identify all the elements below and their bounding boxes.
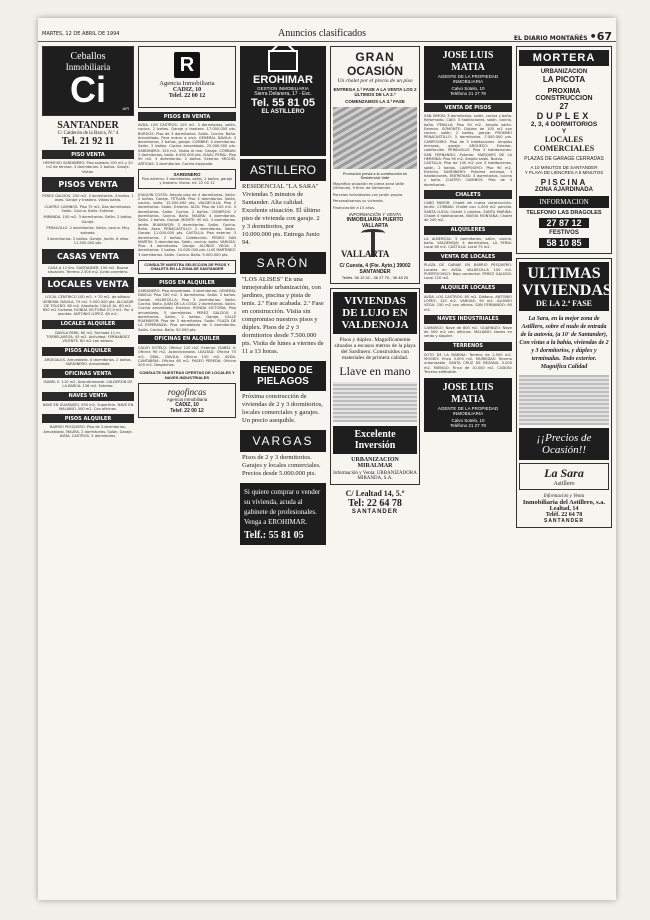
viviendas: VIVIENDAS (522, 282, 612, 299)
matia-text-ter: SOTO DE LA MARINA: Terreno de 2.500 m2. MOGRO: Finca 3.000 m2. MURIEDAS: Terreno urbanizable. SANTA CRUZ DE BEZANA: 5.000 m2. MIENGO: Finca de 10.000 m2. CUDON: Terreno edificable. (424, 352, 512, 374)
locales-comerciales: LOCALES COMERCIALES (533, 135, 595, 153)
duplex: DUPLEX (536, 111, 592, 121)
city-name: SANTANDER (57, 120, 119, 131)
section-pisos-en-alquiler: PISOS EN ALQUILER (138, 278, 236, 287)
section-naves: NAVES VENTA (42, 392, 134, 401)
telefono-dragoles: TELEFONO LAS DRAGOLES (526, 210, 602, 216)
playa-liencres: Y PLAYA DE LIENCRES A 5 MINUTOS (524, 170, 604, 175)
valdenoja-text: Pisos y dúplex. Magníficamente situados a escasos metros de la playa del Sardinero. Construidos con materiales de primera calidad. (334, 337, 416, 362)
sara-city: SANTANDER (543, 518, 585, 524)
house-caption: Promoción previa a la construcción en Residencial Valle (342, 172, 408, 180)
lealtad-city: SANTANDER (351, 509, 399, 516)
column-agencia (138, 46, 236, 896)
llave-en-mano: Llave en mano (339, 364, 411, 379)
agency-name: Agencia Inmobiliaria (159, 80, 215, 87)
plazas-garage: PLAZAS DE GARAGE CERRADAS (524, 156, 604, 162)
palm-logo (333, 229, 417, 263)
consulte-locales: CONSULTE NUESTRAS OFERTAS DE LOCALES Y NAVES INDUSTRIALES (139, 370, 235, 381)
lealtad-tel: Tel: 22 64 78 (348, 498, 402, 510)
tel-2: 58 10 85 (539, 238, 589, 248)
erohimar-tel: Tel. 55 81 05 (250, 97, 315, 109)
comienzo: COMENZAMOS LA 3.ª FASE (345, 99, 405, 104)
logo-ci: Ci (70, 69, 106, 110)
matia-addr: Calvo Sotelo, 10 (451, 86, 485, 91)
section-locales-venta: LOCALES VENTA (42, 277, 134, 293)
rogofincas-addr: CADIZ, 10 (175, 402, 199, 409)
section-venta-pisos: VENTA DE PISOS (424, 103, 512, 112)
page-number: 67 (596, 30, 612, 43)
rogofincas-sub: Agencia Inmobiliaria (166, 397, 208, 403)
ceballos-logo (42, 46, 134, 116)
page-header (38, 18, 616, 42)
tagline: Un chalet por el precio de un piso (337, 78, 413, 84)
rogofincas-logo: rogofincas (167, 387, 207, 398)
rogofincas-box (138, 383, 236, 418)
sara-text: La Sara, en la mejor zona de Astillero, sobre el nudo de entrada de la autovía, (a 10' de Santander), Con vistas a la bahía, viviendas de 2 y 3 dormitorios, y dúplex y terminadas. Todo exterior. Magnífica Calidad (519, 316, 609, 370)
matia-addr-2: Calvo Sotelo, 10 (451, 418, 485, 424)
casas-text: CASA A 12 Km. SANTANDER. 150 m2. Buena situación. Terreno 2.500 m2. Junto carretera. (47, 265, 129, 274)
vallarta-inmo: INMOBILIARIA PUERTO VALLARTA (346, 217, 404, 230)
address: C/ Calderón de la Barca, N.º 4 (57, 131, 119, 136)
newspaper-page (38, 18, 616, 900)
listing: PERALVILLO. 2 dormitorios. Salón, cocina. Muy soleado. (46, 226, 130, 235)
oficinas-text: ISABEL II. 110 m2. Acondicionada. CALDERON DE LA BARCA. 136 m2. Exterior. (43, 380, 133, 389)
building-photo (333, 382, 417, 422)
house-photo (333, 107, 417, 169)
matia-name: JOSE LUIS MATIA (442, 50, 494, 73)
listing: PEREZ GALDOS, 250 m2. 5 dormitorios. 3 baños. 1 aseo. Garaje y trastero. Vistas bahía. (42, 193, 134, 203)
column-ocasion (330, 46, 420, 896)
section-pisos-alquiler-2: PISOS ALQUILER (42, 414, 134, 423)
bullet: Magnífica situación en plena zona Valle (Miranda). 9 Kms. de Santander. (333, 182, 404, 191)
listing-text: AVDA. LOS CASTROS: 105 m2. 3 dormitorios, salón, cocina, 2 baños. Garaje y trastero. 17.000.000 pts. BURGOS: Piso de 3 dormitorios. Salón. Cocina. Baño. Amueblado. Para entrar a vivir. GENERAL DAVILA: 3 dormitorios, 2 baños, garaje. CUMBRE: 4 dormitorios. Salón. 2 baños. Cocina amueblada. 25.000.000 pts. SARDINERO: 150 m2. Vistas al mar. Garaje. CORBAN: 2 dormitorios, baño. 6.500.000 pts. ISAAC PERAL: Piso 90 m2. 3 dormitorios. 2 baños. Exterior. MIGUEL ARTIGAS: 3 dormitorios. Cocina equipada. (138, 123, 236, 166)
matia-text-2: CASTILLA: Piso de 100 m2 con 3 habitaciones, salón, 2 baños. CAMPOGIRO: Piso 90 m2. Exterior. SARDINERO: Próxima entrega, 3 habitaciones. ENTREVIAS: 3 dormitorios, cocina y baño. CUATRO CAMINOS: Piso de 4 dormitorios. (424, 161, 512, 187)
ultimas: ULTIMAS (527, 265, 601, 282)
matia-text-alq: LA ALBERICIA: 3 dormitorios, salón, cocina, baño. VALDENOJA: 4 dormitorios. LA FERIA: Local 60 m2. CASTILLA: Local 75 m2. (424, 236, 512, 250)
excelente-inversion: Excelente Inversión (333, 426, 417, 454)
listing: MIRANDA. 100 m2. 3 dormitorios. Salón. 2 baños. Garaje. (43, 215, 133, 224)
mortera-ad (516, 46, 612, 254)
la-sara: La Sara (544, 466, 584, 480)
matia-text-nav: CAMARGO: Nave de 800 m2. GUARNIZO: Nave de 500 m2 con oficinas. MALIAÑO: Naves en venta y alquiler. (424, 325, 512, 339)
column-mortera (516, 46, 612, 896)
vargas-text: Pisos de 2 y 3 dormitorios. Garajes y locales comerciales. Precios desde 5.000.000 pts. (242, 454, 321, 477)
sara-logo (519, 463, 609, 490)
miranda-sa: Información y Venta: URBANIZADORA MIRANDA, S.A. (333, 471, 417, 482)
sara-tel: Teléf. 22 64 78 (545, 512, 583, 518)
listing: CUATRO CAMINOS. Piso 75 m2. Dos dormitorios. Salón. Cocina. Baño. Exterior. (44, 204, 132, 213)
sardinero-box (138, 169, 236, 189)
section-alquileres: ALQUILERES (424, 226, 512, 235)
sara-inmo: Inmobiliaria del Astillero, s.a. (522, 499, 606, 506)
tel-1: 27 87 12 (539, 218, 589, 228)
phone: Tel. 21 92 11 (61, 136, 115, 147)
listing-text-3: SARDINERO: Piso amueblado. 3 dormitorios. GENERAL DAVILA: Piso 100 m2. 3 dormitorios. Salón. 2 baños. Garaje. VALDECILLA: Piso 3 dormitorios. Salón. Cocina. Baño. JUAN DE LA COSA: 2 dormitorios. Salón. Cocina amueblada. Exterior. RONDA VICTORIA: Piso amueblado, 3 dormitorios. PEREZ GALDOS: 4 dormitorios. Salón. 2 baños. Garaje. CALLE RUAMAYOR: Piso de 3 dormitorios. Salón. PLAZA DE LA ESPERANZA: Piso amueblado de 3 dormitorios. Salón. Cocina. Baño. 50.000 pts. (138, 289, 236, 332)
renedo-heading: RENEDO DE PIELAGOS (240, 361, 326, 391)
valdenoja-title: VIVIENDAS DE LUJO EN VALDENOJA (333, 292, 417, 334)
renedo-text: Próxima construcción de viviendas de 2 y 3 dormitorios, locales comerciales y garajes. Un precio asequible. (242, 393, 323, 424)
astillero-heading: ASTILLERO (240, 159, 326, 181)
proxima-construccion: PROXIMA CONSTRUCCION (535, 88, 593, 102)
sara-lealtad: Lealtad, 14 (549, 506, 579, 512)
matia-text-loc2: AVDA. LOS CASTROS: 85 m2. Diáfano. ANTONIO LOPEZ: 120 m2. VARGAS: 90 m2. ALONSO VEGA: 150 m2 con oficina. SAN FERNANDO: 60 m2. (424, 294, 512, 312)
precios-ocasion: ¡¡Precios de Ocasión!! (519, 428, 609, 460)
number-27: 27 (559, 102, 569, 111)
section-venta-locales: VENTA DE LOCALES (424, 252, 512, 261)
logo-tag: API (122, 106, 129, 111)
conj-y: Y (561, 128, 567, 135)
header-paper: EL DIARIO MONTAÑÉS •67 (513, 30, 612, 43)
rogofincas-tel: Telef. 22 00 12 (170, 408, 204, 415)
logo-mid: Inmobiliaria (65, 62, 111, 72)
section-locales-alquiler: LOCALES ALQUILER (42, 320, 134, 329)
sara-info: Información y Venta (543, 494, 585, 499)
pisos-alq2-text: BARRIO PESQUERO. Piso de 3 dormitorios. Amueblado. MAURA. 2 dormitorios. Salón. Garaje. AVDA. CASTROS. 3 dormitorios. (43, 425, 133, 438)
erohimar-addr: Sierra Delanera, 17 - Esc. (254, 91, 312, 97)
agencia-logo (138, 46, 236, 108)
agency-tel: Telef. 22 00 12 (168, 93, 206, 99)
locales-alq-text: DAVILA PARK. 60 m2. Fachada 11 m. TORRELAVEGA. 45 m2. Actividad. FERNANDEZ VICENTE. 80 m2 con sótano. (46, 330, 130, 344)
sara-photo (519, 375, 609, 425)
bullet: Financiación a 15 años. (333, 205, 376, 210)
urbanizacion: URBANIZACION (540, 69, 588, 75)
erohimar-name: EROHIMAR (253, 74, 313, 86)
vallarta-tel: Teléfs. 36 12 41 - 36 27 70 - 36 48 20 (341, 275, 409, 281)
vallarta-name: VALLARTA (341, 249, 390, 260)
matia-name-2: JOSE LUIS MATIA (442, 382, 494, 406)
listing-text-4: CALVO SOTELO: Oficina 120 m2. Exterior. ISABEL II: Oficina 90 m2. Acondicionada. LEALTAD: Oficina 75 m2. GRAL. DAVILA: Oficina 150 m2. AVDA. CANTABRIA: Oficina 60 m2. PASEO PEREDA: Oficina 200 m2. Despachos. (138, 345, 236, 368)
section-chalets: CHALETS (424, 190, 512, 199)
matia-tel-2: Teléfono 21 27 78 (450, 423, 486, 429)
sara-astillero: Astillero (553, 481, 575, 487)
valdenoja-ad (330, 288, 420, 485)
mortera-title: MORTERA (519, 50, 609, 66)
dormitorios: 2, 3, 4 DORMITORIOS (530, 121, 598, 128)
sardinero-title: SARDINERO (173, 171, 201, 177)
house-icon (268, 50, 298, 72)
entrega: ENTREGA 1.ª FASE A LA VENTA LOS 2 ÚLTIMOS DE LA 2.ª (333, 87, 417, 97)
vargas-heading: VARGAS (240, 430, 326, 452)
la-picota: LA PICOTA (542, 75, 586, 84)
matia-box-2 (424, 378, 512, 432)
matia-text-3: CABO MAYOR: Chalet de nueva construcción. Jardín. CORBAN: Chalet con 1.000 m2 parcela. SANTA LUCIA: Chalet 2 plantas. SANTA MARINA: Chalet 4 habitaciones. NUEVA MONTAÑA: Chalet de 240 m2. (424, 201, 512, 223)
ocasion: OCASIÓN (346, 64, 403, 78)
header-date: MARTES, 12 DE ABRIL DE 1994 (42, 31, 120, 37)
vender-box (240, 483, 326, 545)
la-sara-ad (516, 258, 612, 528)
section-terrenos: TERRENOS (424, 342, 512, 351)
section-pisos-en-venta: PISOS EN VENTA (138, 112, 236, 121)
zona-ajardinada: ZONA AJARDINADA (535, 187, 593, 193)
vender-text: Si quiere comprar o vender su vivienda, acuda al gabinete de profesionales. Venga a EROHIMAR. (244, 488, 321, 526)
erohimar-sub: GESTION INMOBILIARIA (257, 86, 309, 91)
sardinero-text: Piso exterior. 3 dormitorios, salón, 2 baños, garaje y trastero. Vistas. Inf. 22 00 12 (141, 176, 233, 186)
matia-text-loc: PLAZA DE GARAJE EN BARRIO PESQUERO. Locales en AVDA. VALDECILLA 100 m2. PUERTOCHICO: Bajo comercial. PEREZ GALDOS: Local 120 m2. (424, 263, 512, 281)
column-matia (424, 46, 512, 896)
naves-text: NAVE EN GUARNIZO. 900 m2. Superficie. NAVE EN MALIAÑO. 500 m2. Con oficinas. (42, 402, 134, 412)
piscina: PISCINA (540, 178, 588, 187)
gran: GRAN (355, 50, 395, 64)
matia-tel: Teléfono 21 27 78 (450, 91, 486, 96)
section-oficinas-alquiler: OFICINAS EN ALQUILER (138, 335, 236, 344)
column-erohimar (240, 46, 326, 896)
header-section: Anuncios clasificados (278, 28, 367, 39)
informacion: INFORMACION (519, 196, 609, 208)
astillero-text: RESIDENCIAL "LA SARA" Viviendas 5 minutos de Santander. Alta calidad. Excelente situación. El último piso de vivienda con garaje. 2 y 3 dormitorios, por 10.000.000 pts. Entrega Junio 94. (242, 183, 321, 246)
segunda-fase: DE LA 2.ª FASE (535, 299, 593, 308)
agency-street: CADIZ, 10 (172, 87, 202, 93)
locales-text: LOCAL CENTRICO 100 m2. + 70 m2. de sótano. GENERAL DAVILA. 75 m2. 5.500.000 pts. ALCAZAR DE TOLEDO. 65 m2. Alquilado. CALLE AL. 60 m2. 850 m2 Cortado. RONDA VICTORIA 57,5 m2. Por 4 plantas. ANTONIO LOPEZ. 60 m2. (42, 295, 134, 317)
erohimar-box (240, 46, 326, 156)
section-piso-venta: PISO VENTA (42, 150, 134, 159)
section-pisos-venta: PISOS VENTA (42, 177, 134, 192)
miralmar: URBANIZACION MIRALMAR (351, 457, 399, 470)
vallarta-addr: C/ Cuesta, 4 (Fte. Ayto.) 39002 SANTANDER (339, 263, 411, 276)
section-alquiler-locales: ALQUILER LOCALES (424, 284, 512, 293)
paper-name: EL DIARIO MONTAÑÉS (513, 35, 588, 42)
section-naves: NAVES INDUSTRIALES (424, 315, 512, 324)
matia-sub: AGENTE DE LA PROPIEDAD INMOBILIARIA (437, 74, 499, 84)
section-oficinas: OFICINAS VENTA (42, 369, 134, 378)
logo-top: Ceballos (70, 51, 106, 62)
matia-box (424, 46, 512, 100)
festivos: FESTIVOS (549, 230, 579, 236)
piso-text: HERMOSO SARDINERO. Piso soleado 100 m2 y 20 m2 de terraza. 3 dormitorios. 2 baños. Garaje. Vistas. (43, 161, 133, 174)
saron-text: "LOS ALISES" En una inmejorable urbanización, con jardines, piscina y pista de tenis. 2.ª Fase acabada. 2.ª Fase en construcción. Visita sin compromiso nuestros pisos y dúplex. Pisos de 2 y 3 dormitorios desde 7.500.000 pts. Visita de lunes a viernes de 11 a 13 horas. (242, 276, 324, 355)
gran-ocasion-ad (330, 46, 420, 284)
bullet: Parcelas individuales con jardín propio. (333, 192, 404, 197)
lealtad-addr: C/ Lealtad 14, 5.º (345, 489, 405, 499)
a-10-minutos: A 10 MINUTOS DE SANTANDER (530, 165, 598, 170)
section-pisos-alquiler: PISOS ALQUILER (42, 347, 134, 356)
listing-text-2: JOAQUIN COSTA: Amplio piso de 4 dormitorios. Salón. 2 baños. Garaje. TETUAN: Piso 3 dormitorios. Salón, cocina, baño. 12.000.000 pts. VALDECILLA: Piso 2 dormitorios. Salón. Exterior. ALTA: Piso de 100 m2. 3 dormitorios. Salón. Cocina. 2 baños. CISNEROS: 2 dormitorios. Cocina. Baño. MAURA: 4 dormitorios. Salón. 2 baños. Garaje. MONTE: 90 m2. 3 dormitorios. Jardín. RUAMAYOR: 3 dormitorios. Salón. Cocina. Baño. Aseo. PEÑACASTILLO: 2 dormitorios. Salón. Garaje. 11.000.000 pts. CASTILLA: Piso exterior. 3 dormitorios. 2 baños. Calefacción. PEDRO SAN MARTIN: 3 dormitorios. Salón, cocina, baño. VARGAS: Piso. 4 dormitorios. Garaje. ALONSO VEGA: 3 dormitorios. 2 baños. 15.000.000 pts. LUIS MARTINEZ: 3 dormitorios. Salón. Cocina. Baño. 9.000.000 pts. (138, 192, 236, 257)
listing: 3 dormitorios. 2 baños. Garaje. Jardín. 6 años. 11.500.000 pts. (46, 237, 130, 246)
saron-heading: SARÓN (240, 252, 326, 274)
matia-sub-2: AGENTE DE LA PROPIEDAD INMOBILIARIA (437, 406, 499, 417)
vender-tel: Telf.: 55 81 05 (244, 530, 304, 541)
info-venta: INFORMACIÓN Y VENTA (348, 212, 401, 218)
pisos-alq-text: ARDIGALES. Amueblado. 4 dormitorios. 2 baños. SARDINERO. Amueblado. (44, 357, 132, 366)
bullet: Personalizamos su vivienda. (333, 199, 384, 204)
column-ceballos (42, 46, 134, 896)
matia-text-1: SAN SIMON: 3 dormitorios, salón, cocina y baño. Reformado. CAJO: 3 habitaciones, salón, cocina, baño. PENILLA: Piso 90 m2. Amplio salón. Exterior. SOMONTE: Dúplex de 100 m2 con cocina, salón, 2 baños, garaje. PROXIMO PENACASTILLO: 3 dormitorios. 7.000.000 pts. CAMPOGIRO: Piso de 3 habitaciones. Amplias terrazas, garaje. ARGUESO: Exterior, calefacción. PERALVILLO: Piso 3 habitaciones. SAN FERNANDO: Exterior. MARQUES DE LA HERMIDA: Piso 90 m2. Amplio salón. Nuevo. (424, 114, 512, 161)
agency-logo-icon: R (174, 52, 200, 78)
section-casas-venta: CASAS VENTA (42, 249, 134, 264)
erohimar-city: EL ASTILLERO (261, 109, 305, 115)
consulte-pisos: CONSULTE NUESTRA SELECCION DE PISOS Y CHALETS EN LA ZONA DE SANTANDER (138, 260, 236, 274)
